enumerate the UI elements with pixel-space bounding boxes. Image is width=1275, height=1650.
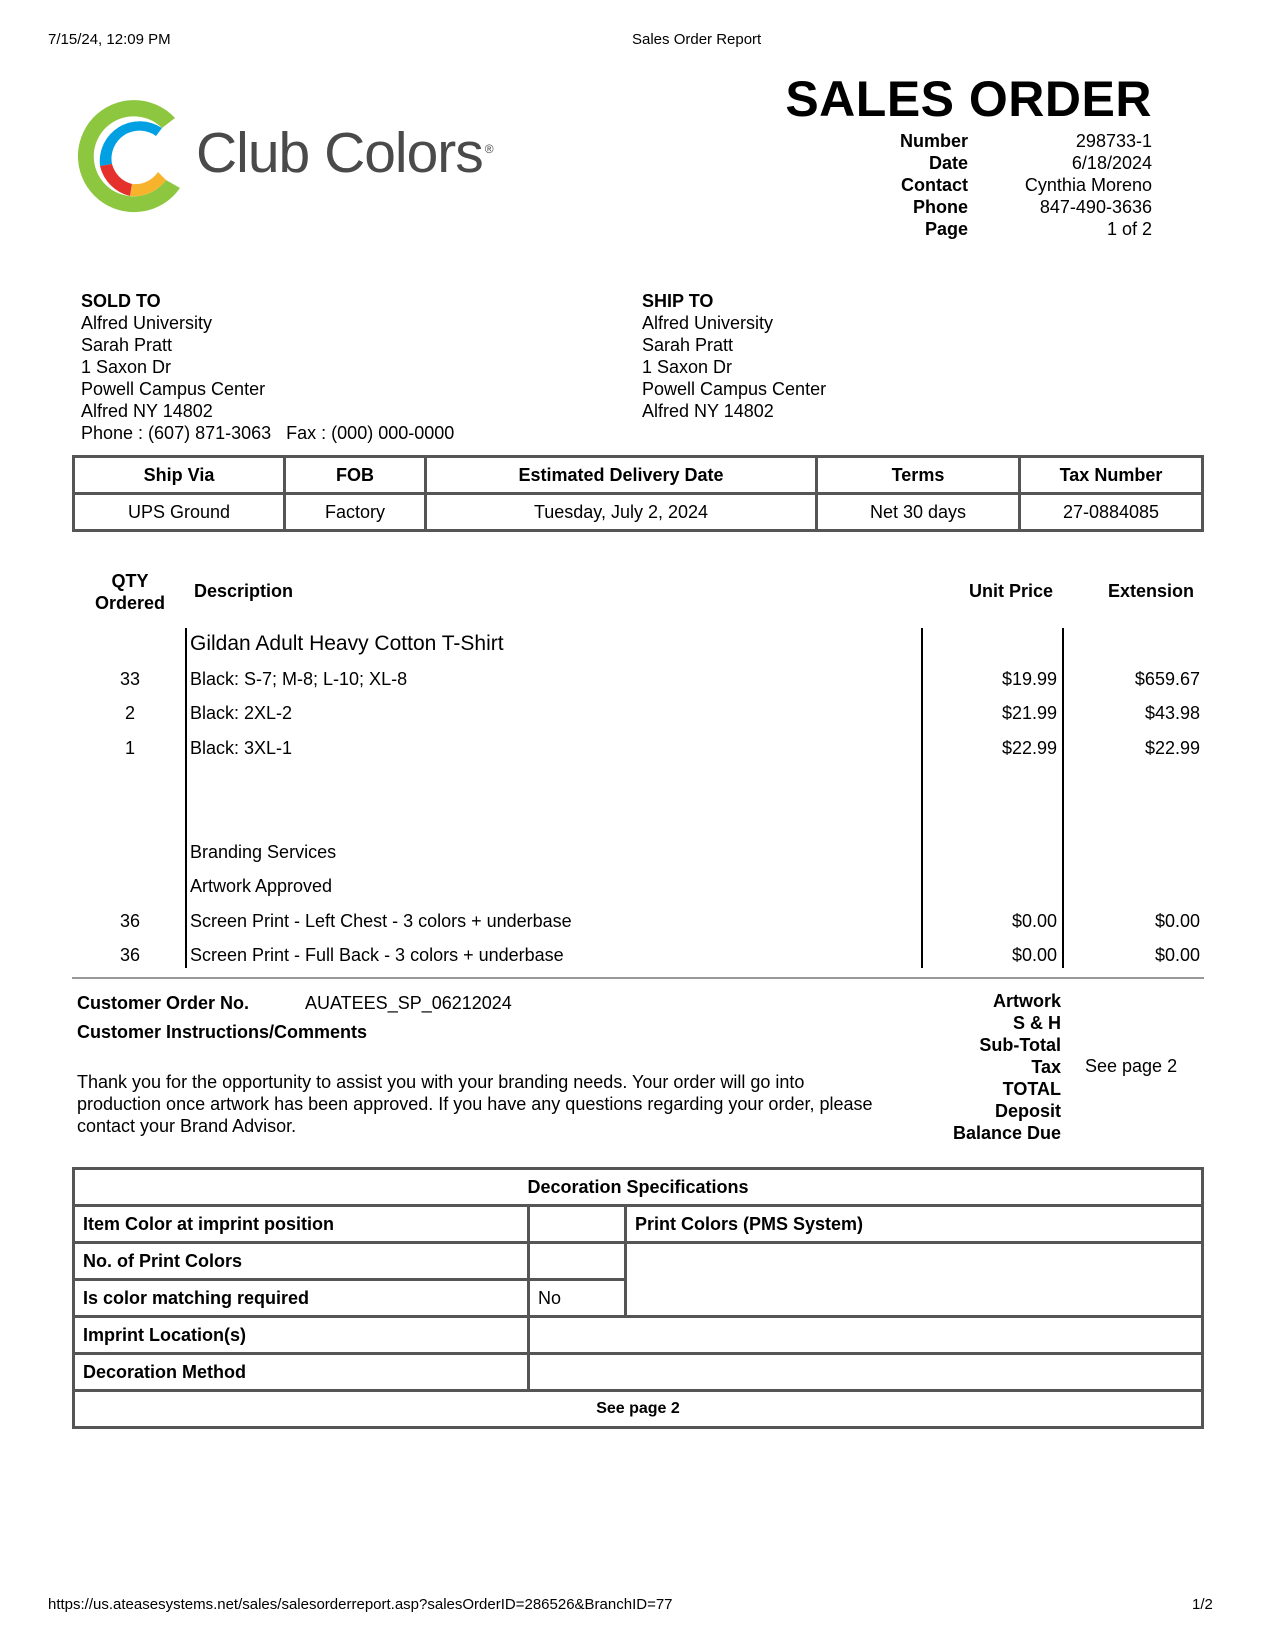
order-meta-labels — [900, 130, 968, 240]
deposit-label: Deposit — [994, 1101, 1061, 1121]
item-ext: $0.00 — [1154, 911, 1200, 931]
description-header: Description — [194, 581, 294, 601]
ship-to-line: 1 Saxon Dr — [642, 357, 733, 377]
print-colors-value — [626, 1243, 1203, 1317]
num-colors-label: No. of Print Colors — [74, 1243, 529, 1280]
item-price: $22.99 — [1001, 738, 1057, 758]
tax-number-value: 27-0884085 — [1020, 494, 1203, 531]
comment-line: Thank you for the opportunity to assist you with your branding needs. Your order will go into — [77, 1072, 805, 1092]
decoration-specs-table — [72, 1167, 1204, 1429]
report-title: Sales Order Report — [632, 31, 762, 48]
product-title: Gildan Adult Heavy Cotton T-Shirt — [190, 632, 504, 655]
item-ext: $659.67 — [1134, 669, 1200, 689]
color-matching-label: Is color matching required — [74, 1280, 529, 1317]
terms-value: Net 30 days — [817, 494, 1020, 531]
artwork-label: Artwork — [992, 991, 1061, 1011]
totals-labels — [900, 990, 1061, 1144]
customer-order-number: AUATEES_SP_06212024 — [305, 993, 512, 1013]
comment-line: production once artwork has been approved. If you have any questions regarding your order, please — [77, 1094, 873, 1114]
subtotal-label: Sub-Total — [979, 1035, 1061, 1055]
instructions-label: Customer Instructions/Comments — [77, 1022, 368, 1042]
item-qty: 36 — [119, 911, 141, 931]
ship-via-value: UPS Ground — [74, 494, 285, 531]
qty-header-line1: QTY — [111, 571, 149, 591]
order-contact: Cynthia Moreno — [1024, 175, 1152, 195]
fob-header: FOB — [285, 457, 426, 494]
item-desc: Screen Print - Left Chest - 3 colors + underbase — [190, 911, 572, 931]
item-ext: $0.00 — [1154, 945, 1200, 965]
print-timestamp: 7/15/24, 12:09 PM — [48, 31, 171, 48]
sold-to-line: Alfred University — [81, 313, 213, 333]
item-qty: 1 — [124, 738, 135, 758]
balance-due-label: Balance Due — [952, 1123, 1061, 1143]
color-matching-value: No — [529, 1280, 626, 1317]
page-url: https://us.ateasesystems.net/sales/salesorderreport.asp?salesOrderID=286526&BranchID=77 — [48, 1596, 673, 1613]
item-desc: Black: S-7; M-8; L-10; XL-8 — [190, 669, 408, 689]
item-qty: 2 — [124, 703, 135, 723]
ship-to-title: SHIP TO — [642, 291, 714, 311]
extension-header: Extension — [1107, 581, 1194, 601]
tax-label: Tax — [1031, 1057, 1061, 1077]
item-ext: $22.99 — [1144, 738, 1200, 758]
imprint-location-label: Imprint Location(s) — [74, 1317, 529, 1354]
decoration-method-label: Decoration Method — [74, 1354, 529, 1391]
item-price: $19.99 — [1001, 669, 1057, 689]
print-colors-label: Print Colors (PMS System) — [626, 1206, 1203, 1243]
ship-to-line: Alfred University — [642, 313, 774, 333]
decoration-footer-note: See page 2 — [74, 1391, 1203, 1428]
sold-to-line: Alfred NY 14802 — [81, 401, 213, 421]
item-price: $0.00 — [1011, 911, 1057, 931]
item-qty: 33 — [119, 669, 141, 689]
phone-label: Phone — [912, 197, 968, 217]
item-desc: Screen Print - Full Back - 3 colors + underbase — [190, 945, 564, 965]
decoration-title: Decoration Specifications — [74, 1169, 1203, 1206]
sold-to-line: Powell Campus Center — [81, 379, 266, 399]
item-qty: 36 — [119, 945, 141, 965]
ship-to-line: Sarah Pratt — [642, 335, 734, 355]
contact-label: Contact — [901, 175, 968, 195]
sh-label: S & H — [1012, 1013, 1061, 1033]
sales-order-title: SALES ORDER — [785, 71, 1152, 127]
sold-to-line: Sarah Pratt — [81, 335, 173, 355]
price-divider — [921, 628, 923, 968]
number-label: Number — [899, 131, 968, 151]
customer-order-label: Customer Order No. — [77, 993, 250, 1013]
qty-header-line2: Ordered — [94, 593, 166, 613]
order-meta-values — [1025, 130, 1152, 240]
extension-divider — [1062, 628, 1064, 968]
item-desc: Artwork Approved — [190, 876, 333, 896]
order-number: 298733-1 — [1075, 131, 1152, 151]
comment-line: contact your Brand Advisor. — [77, 1116, 297, 1136]
order-page: 1 of 2 — [1106, 219, 1152, 239]
delivery-date-value: Tuesday, July 2, 2024 — [426, 494, 817, 531]
qty-header — [90, 570, 170, 614]
item-ext: $43.98 — [1144, 703, 1200, 723]
totals-note: See page 2 — [1085, 1056, 1178, 1076]
ship-to-block — [642, 290, 826, 422]
date-label: Date — [928, 153, 968, 173]
ship-to-line: Alfred NY 14802 — [642, 401, 774, 421]
unit-price-header: Unit Price — [968, 581, 1053, 601]
decoration-method-value — [529, 1354, 1203, 1391]
sold-to-fax: Fax : (000) 000-0000 — [286, 423, 455, 443]
terms-header: Terms — [817, 457, 1020, 494]
fob-value: Factory — [285, 494, 426, 531]
item-color-value — [529, 1206, 626, 1243]
item-color-label: Item Color at imprint position — [74, 1206, 529, 1243]
sold-to-title: SOLD TO — [81, 291, 161, 311]
order-phone: 847-490-3636 — [1039, 197, 1152, 217]
logo-swirl-icon — [70, 96, 200, 216]
item-desc: Black: 3XL-1 — [190, 738, 293, 758]
imprint-location-value — [529, 1317, 1203, 1354]
item-price: $0.00 — [1011, 945, 1057, 965]
delivery-date-header: Estimated Delivery Date — [426, 457, 817, 494]
item-price: $21.99 — [1001, 703, 1057, 723]
ship-to-line: Powell Campus Center — [642, 379, 827, 399]
sold-to-line: 1 Saxon Dr — [81, 357, 172, 377]
customer-comments — [77, 1071, 873, 1137]
item-desc: Branding Services — [190, 842, 337, 862]
tax-number-header: Tax Number — [1020, 457, 1203, 494]
page-number: 1/2 — [1192, 1596, 1213, 1613]
logo-wordmark: Club Colors ® — [196, 121, 493, 185]
sold-to-phone: Phone : (607) 871-3063 — [81, 423, 272, 443]
total-label: TOTAL — [1002, 1079, 1061, 1099]
order-date: 6/18/2024 — [1071, 153, 1152, 173]
item-desc: Black: 2XL-2 — [190, 703, 293, 723]
num-colors-value — [529, 1243, 626, 1280]
sold-to-block — [81, 290, 454, 444]
ship-via-header: Ship Via — [74, 457, 285, 494]
shipping-table — [72, 455, 1204, 532]
page-label: Page — [924, 219, 968, 239]
items-bottom-rule — [72, 977, 1204, 979]
description-divider — [185, 628, 187, 968]
